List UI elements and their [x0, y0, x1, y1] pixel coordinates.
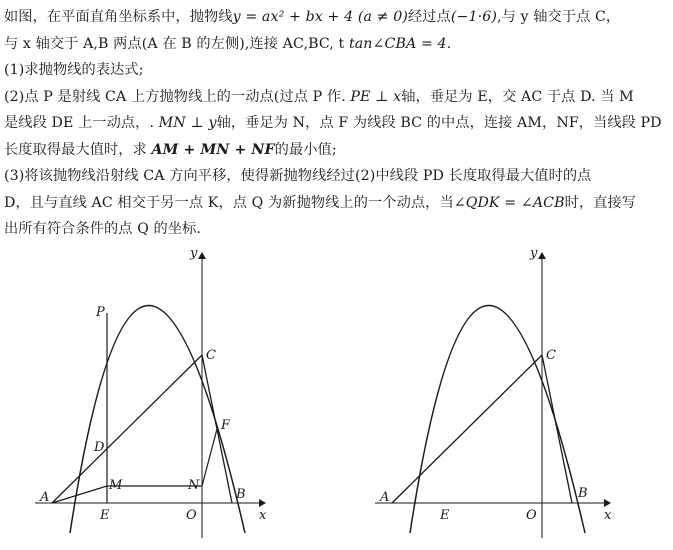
label-o: O — [186, 508, 197, 523]
question-3-line-1: (3)将该抛物线沿射线 CA 方向平移，使得新抛物线经过(2)中线段 PD 长度取得最大值时的点 — [4, 168, 592, 184]
label-c: C — [546, 348, 556, 363]
parabola-curve — [410, 306, 585, 534]
label-a: A — [380, 490, 390, 505]
label-d: D — [94, 440, 105, 455]
segment-cb — [542, 355, 572, 503]
equation-sum: AM + MN + NF — [151, 141, 275, 158]
equation-tan: tan∠CBA = 4 — [348, 35, 447, 52]
question-2-line-2: 是线段 DE 上一动点，. MN ⊥ y轴，垂足为 N，点 F 为线段 BC 的中点，连接 AM，NF，当线段 PD — [4, 115, 662, 131]
problem-line-1: 如图，在平面直角坐标系中，抛物线y = ax² + bx + 4 (a ≠ 0)经过点(−1·6),与 y 轴交于点 C， — [4, 9, 621, 25]
segment-nf — [202, 429, 217, 486]
label-x: x — [259, 508, 267, 523]
label-x: x — [604, 508, 612, 523]
label-o: O — [526, 508, 537, 523]
segment-ac — [52, 355, 202, 503]
segment-ac — [392, 355, 542, 503]
label-c: C — [206, 348, 216, 363]
equation-pe-perp: PE ⊥ x — [350, 88, 402, 105]
equation-parabola: y = ax² + bx + 4 (a ≠ 0) — [232, 9, 408, 25]
label-b: B — [236, 487, 246, 502]
equation-angle: ∠QDK = ∠ACB — [453, 194, 565, 211]
parabola-curve — [70, 306, 245, 534]
problem-line-2: 与 x 轴交于 A,B 两点(A 在 B 的左侧),连接 AC,BC, t tan∠CBA = 4. — [4, 35, 452, 52]
label-y: y — [190, 246, 198, 261]
question-2-line-3: 长度取得最大值时，求 AM + MN + NF的最小值; — [4, 141, 337, 158]
label-m: M — [109, 478, 123, 493]
label-a: A — [40, 490, 50, 505]
question-1: (1)求抛物线的表达式; — [4, 62, 144, 78]
figure-1 — [30, 243, 290, 543]
figure-2 — [370, 243, 630, 543]
problem-text — [4, 4, 670, 243]
question-2-line-1: (2)点 P 是射线 CA 上方抛物线上的一动点(过点 P 作. PE ⊥ x轴，垂足为 E，交 AC 于点 D. 当 M — [4, 88, 634, 105]
label-p: P — [96, 305, 105, 320]
question-3-line-2: D，且与直线 AC 相交于另一点 K，点 Q 为新抛物线上的一个动点，当∠QDK = ∠ACB时，直接写 — [4, 194, 637, 211]
label-e: E — [440, 508, 450, 523]
label-f: F — [221, 418, 231, 433]
question-3-line-3: 出所有符合条件的点 Q 的坐标. — [4, 221, 202, 237]
point-given: (−1·6) — [450, 9, 497, 25]
label-n: N — [188, 478, 200, 493]
label-b: B — [578, 486, 588, 501]
label-e: E — [100, 508, 110, 523]
equation-mn-perp: MN ⊥ y — [158, 115, 217, 131]
label-y: y — [530, 246, 538, 261]
